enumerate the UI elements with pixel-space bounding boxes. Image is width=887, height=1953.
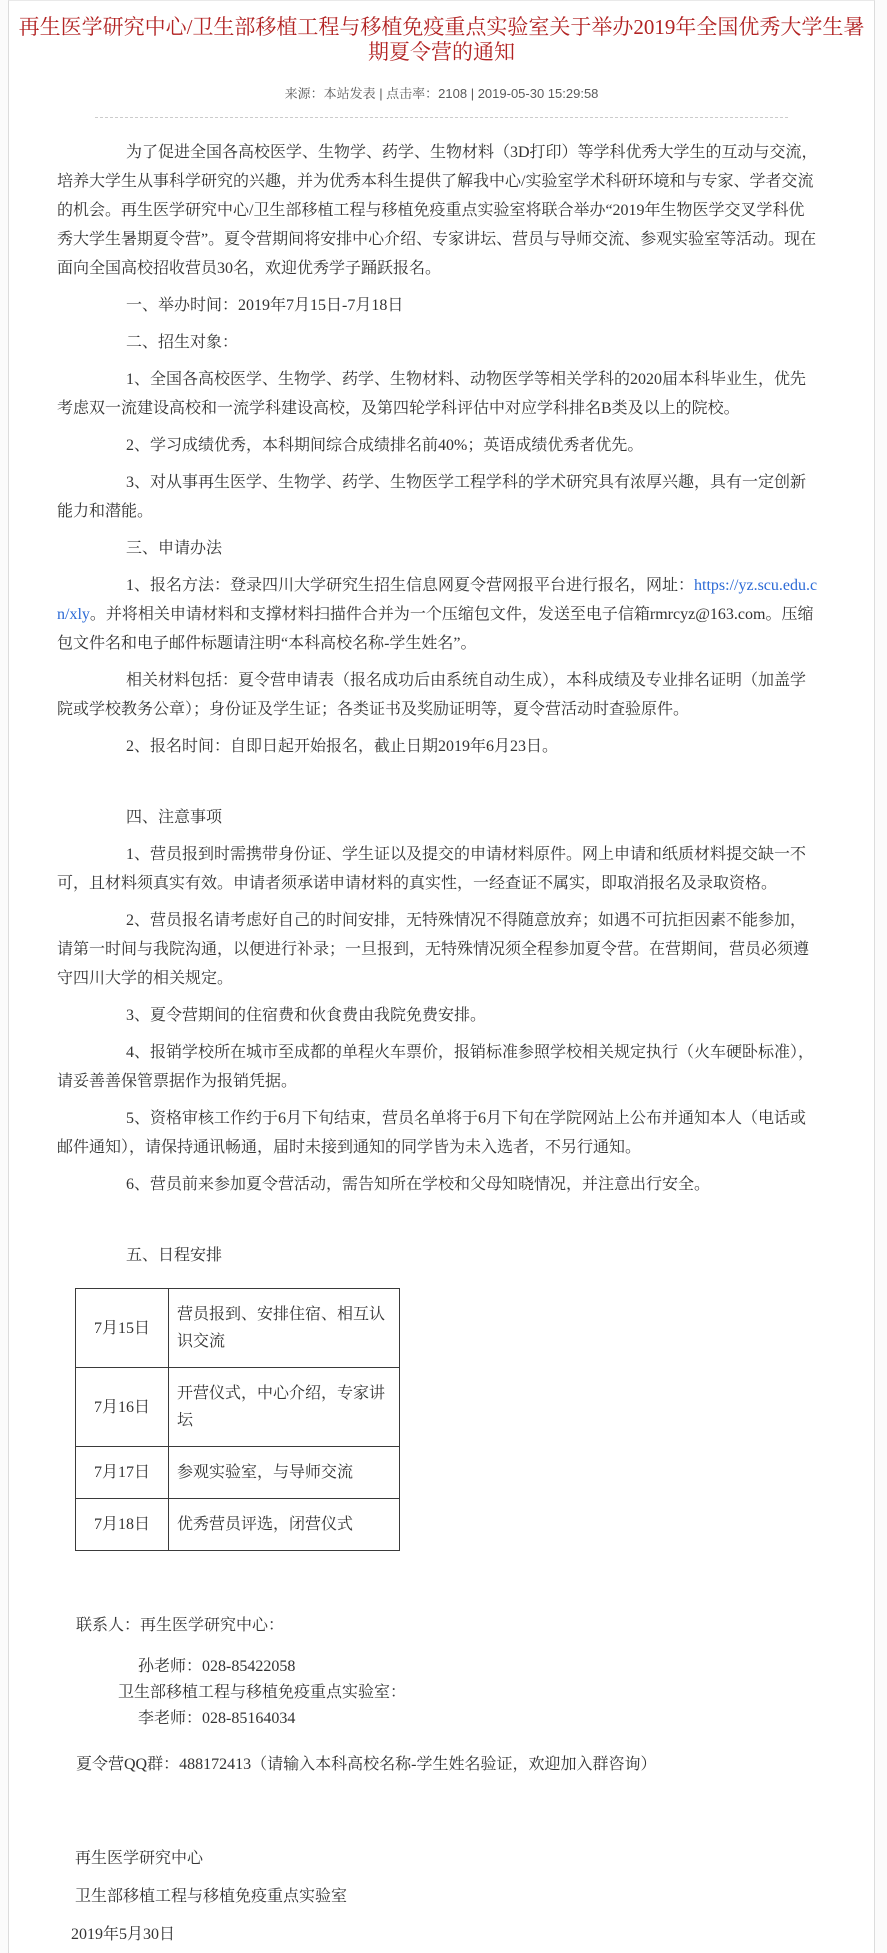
- table-row: [76, 1289, 400, 1368]
- notes-item-5: 5、资格审核工作约于6月下旬结束，营员名单将于6月下旬在学院网站上公布并通知本人（电话或邮件通知），请保持通讯畅通，届时未接到通知的同学皆为未入选者，不另行通知。: [57, 1110, 807, 1156]
- schedule-activity-cell: 参观实验室，与导师交流: [169, 1447, 400, 1499]
- signature-org-1: 再生医学研究中心: [75, 1849, 204, 1867]
- signature-date: 2019年5月30日: [71, 1925, 176, 1943]
- apply-method-text-before: 1、报名方法：登录四川大学研究生招生信息网夏令营网报平台进行报名，网址：: [126, 577, 695, 594]
- apply-method-paragraph: [57, 567, 818, 662]
- notes-item-6: 6、营员前来参加夏令营活动，需告知所在学校和父母知晓情况，并注意出行安全。: [126, 1176, 711, 1193]
- apply-deadline-paragraph: 2、报名时间：自即日起开始报名，截止日期2019年6月23日。: [126, 738, 559, 755]
- signature-org-2: 卫生部移植工程与移植免疫重点实验室: [75, 1887, 348, 1905]
- targets-item-1: 1、全国各高校医学、生物学、药学、生物材料、动物医学等相关学科的2020届本科毕业生，优先考虑双一流建设高校和一流学科建设高校，及第四轮学科评估中对应学科排名B类及以上的院校。: [57, 371, 807, 417]
- notes-item-1: 1、营员报到时需携带身份证、学生证以及提交的申请材料原件。网上申请和纸质材料提交缺一不可，且材料须真实有效。申请者须承诺申请材料的真实性，一经查证不属实，即取消报名及录取资格。: [57, 846, 807, 892]
- section-heading-notes: 四、注意事项: [126, 809, 223, 826]
- contact-lead-line: 联系人：再生医学研究中心：: [76, 1617, 285, 1634]
- targets-item-2: 2、学习成绩优秀，本科期间综合成绩排名前40%；英语成绩优秀者优先。: [126, 437, 644, 454]
- article-meta: 来源：本站发表 | 点击率：2108 | 2019-05-30 15:29:58: [284, 86, 599, 101]
- schedule-date-cell: 7月18日: [76, 1499, 169, 1551]
- contact-qq-group: 夏令营QQ群：488172413（请输入本科高校名称-学生姓名验证，欢迎加入群咨询）: [76, 1756, 657, 1773]
- schedule-activity-cell: 营员报到、安排住宿、相互认识交流: [169, 1289, 400, 1368]
- section-gap: [57, 1551, 818, 1607]
- notes-item-2: 2、营员报名请考虑好自己的时间安排，无特殊情况不得随意放弃；如遇不可抗拒因素不能参加，请第一时间与我院沟通，以便进行补录；一旦报到，无特殊情况须全程参加夏令营。在营期间，营员必须遵守四川大学的相关规定。: [57, 912, 810, 987]
- intro-paragraph: 为了促进全国各高校医学、生物学、药学、生物材料（3D打印）等学科优秀大学生的互动与交流，培养大学生从事科学研究的兴趣，并为优秀本科生提供了解我中心/实验室学术科研环境和与专家、学者交流的机会。再生医学研究中心/卫生部移植工程与移植免疫重点实验室将联合举办“2019年生物医学交叉学科优秀大学生暑期夏令营”。夏令营期间将安排中心介绍、专家讲坛、营员与导师交流、参观实验室等活动。现在面向全国高校招收营员30名，欢迎优秀学子踊跃报名。: [57, 144, 818, 277]
- table-row: [76, 1368, 400, 1447]
- schedule-date-cell: 7月15日: [76, 1289, 169, 1368]
- schedule-date-cell: 7月17日: [76, 1447, 169, 1499]
- notes-item-3: 3、夏令营期间的住宿费和伙食费由我院免费安排。: [126, 1007, 487, 1024]
- section-heading-time: 一、举办时间：2019年7月15日-7月18日: [126, 297, 404, 314]
- targets-item-3: 3、对从事再生医学、生物学、药学、生物医学工程学科的学术研究具有浓厚兴趣，具有一定创新能力和潜能。: [57, 474, 807, 520]
- section-heading-apply: 三、申请办法: [126, 540, 223, 557]
- table-row: [76, 1499, 400, 1551]
- notice-page: [8, 0, 875, 1953]
- contact-li-phone: 李老师：028-85164034: [138, 1710, 296, 1727]
- section-gap: [57, 1783, 818, 1839]
- schedule-activity-cell: 开营仪式，中心介绍，专家讲坛: [169, 1368, 400, 1447]
- apply-method-text-after: 。并将相关申请材料和支撑材料扫描件合并为一个压缩包文件，发送至电子信箱rmrcyz@163.com。压缩包文件名和电子邮件标题请注明“本科高校名称-学生姓名”。: [57, 606, 814, 652]
- dotted-divider: [95, 117, 788, 118]
- page-title: 再生医学研究中心/卫生部移植工程与移植免疫重点实验室关于举办2019年全国优秀大学生暑期夏令营的通知: [18, 15, 865, 64]
- section-gap: [57, 765, 818, 799]
- section-heading-targets: 二、招生对象：: [126, 334, 239, 351]
- contact-sun-phone: 孙老师：028-85422058: [138, 1658, 296, 1675]
- schedule-date-cell: 7月16日: [76, 1368, 169, 1447]
- schedule-activity-cell: 优秀营员评选，闭营仪式: [169, 1499, 400, 1551]
- notes-item-4: 4、报销学校所在城市至成都的单程火车票价，报销标准参照学校相关规定执行（火车硬卧标准），请妥善善保管票据作为报销凭据。: [57, 1044, 815, 1090]
- schedule-table: [75, 1288, 400, 1551]
- contact-lab-line: 卫生部移植工程与移植免疫重点实验室：: [118, 1684, 407, 1701]
- apply-materials-paragraph: 相关材料包括：夏令营申请表（报名成功后由系统自动生成），本科成绩及专业排名证明（加盖学院或学校教务公章）；身份证及学生证；各类证书及奖励证明等，夏令营活动时查验原件。: [57, 672, 807, 718]
- section-heading-schedule: 五、日程安排: [126, 1247, 223, 1264]
- table-row: [76, 1447, 400, 1499]
- section-gap: [57, 1203, 818, 1237]
- notice-body: [9, 134, 874, 1953]
- application-portal-link[interactable]: https://yz.scu.edu.cn/xly: [57, 577, 818, 623]
